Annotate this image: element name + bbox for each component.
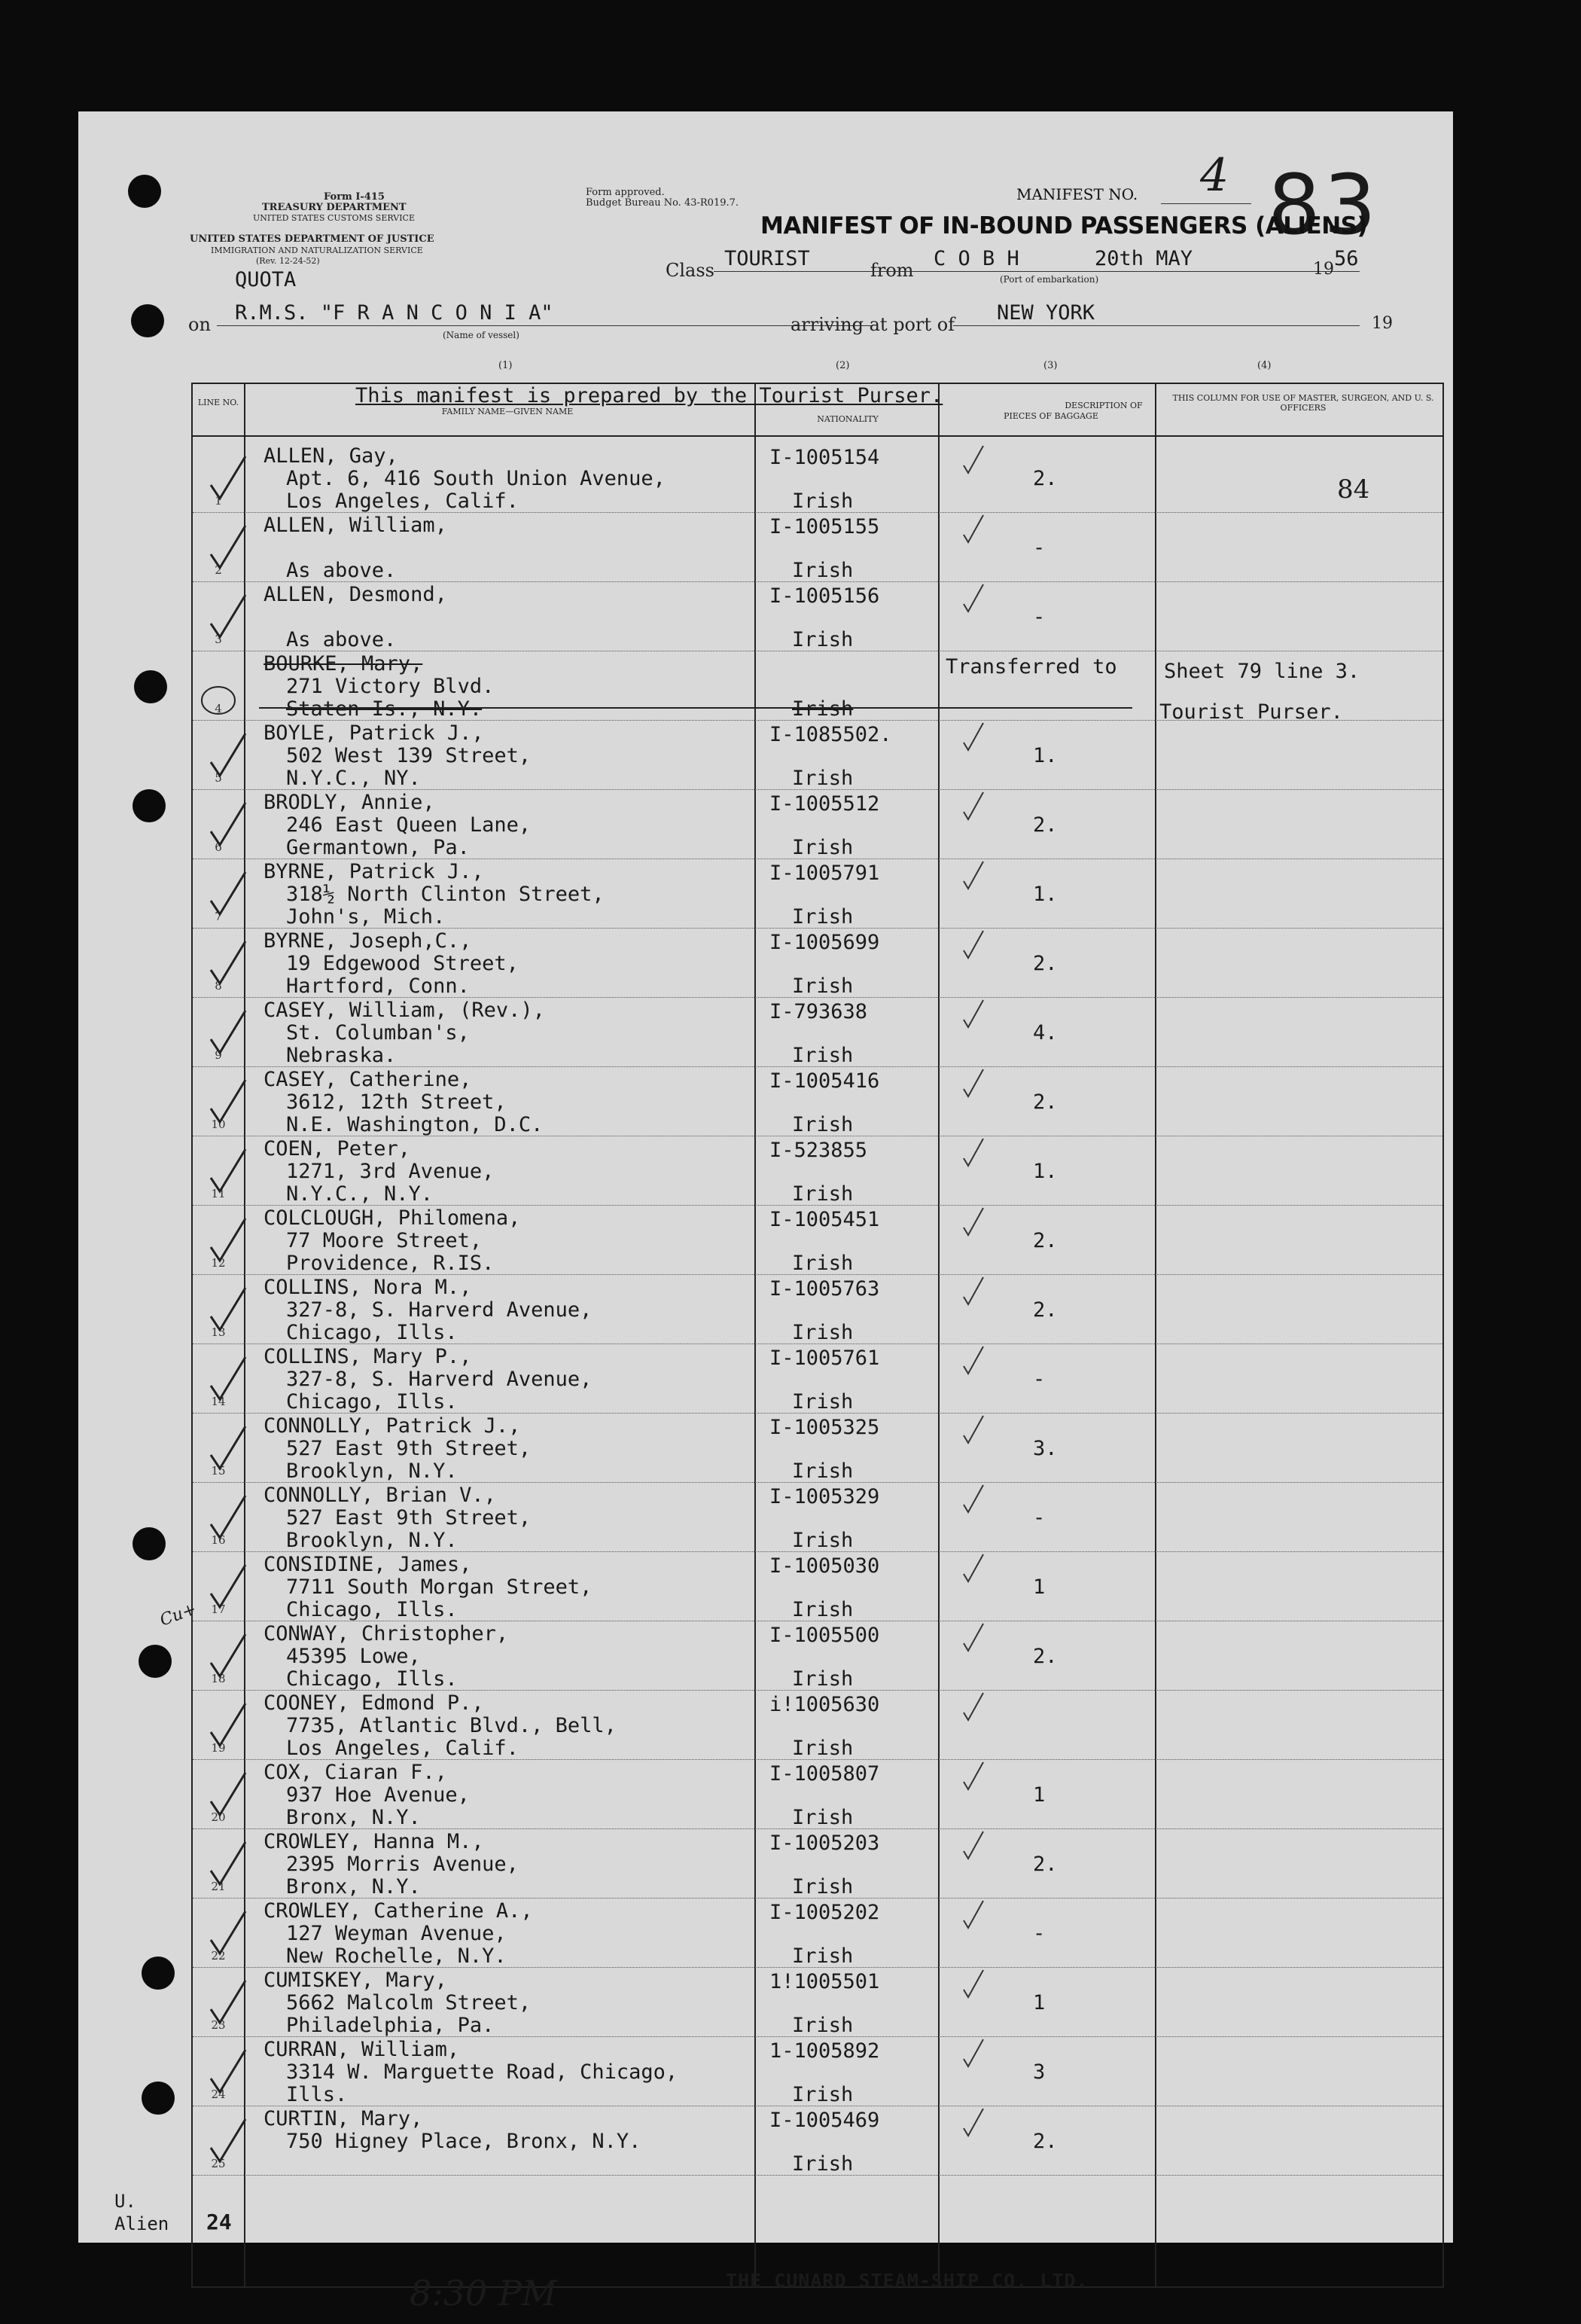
nationality: Irish xyxy=(792,974,854,998)
line-number: 5 xyxy=(215,771,222,785)
passenger-name: CONSIDINE, James, xyxy=(264,1553,472,1576)
visa-number: 1-1005892 xyxy=(769,2039,880,2063)
nationality: Irish xyxy=(792,1944,854,1968)
check-mark xyxy=(211,1080,245,1122)
passenger-address: N.Y.C., N.Y. xyxy=(286,1182,434,1206)
handwritten-margin-cu: Cu+ xyxy=(157,1600,200,1630)
passenger-address: Brooklyn, N.Y. xyxy=(286,1459,458,1483)
header-officer-use: THIS COLUMN FOR USE OF MASTER, SURGEON, AND U. S. OFFICERS xyxy=(1172,393,1434,413)
left-margin-label: U. Alien xyxy=(114,2191,169,2234)
check-mark xyxy=(211,1357,245,1399)
passenger-address: St. Columban's, xyxy=(286,1021,470,1045)
passenger-address: 7711 South Morgan Street, xyxy=(286,1575,592,1599)
nationality: Irish xyxy=(792,697,854,721)
handwritten-checkmarks xyxy=(78,111,1453,2243)
passenger-address: Ills. xyxy=(286,2083,348,2106)
passenger-name: CONNOLLY, Patrick J., xyxy=(264,1414,521,1438)
baggage-count: 2. xyxy=(1033,1853,1058,1876)
line-number: 2 xyxy=(215,563,222,577)
nationality: Irish xyxy=(792,628,854,651)
transfer-purser: Tourist Purser. xyxy=(1159,700,1343,724)
passenger-address: 2395 Morris Avenue, xyxy=(286,1853,519,1876)
embarkation-date: 20th MAY xyxy=(1095,247,1193,270)
check-mark xyxy=(211,456,245,499)
passenger-name: ALLEN, William, xyxy=(264,514,447,537)
check-mark xyxy=(211,526,245,568)
department-of-justice: UNITED STATES DEPARTMENT OF JUSTICE xyxy=(190,233,434,245)
line-number: 3 xyxy=(215,633,222,646)
baggage-count: 1. xyxy=(1033,744,1058,767)
check-mark xyxy=(211,1426,245,1469)
passenger-address: 7735, Atlantic Blvd., Bell, xyxy=(286,1714,617,1737)
port-embarkation-note: (Port of embarkation) xyxy=(1000,274,1099,285)
check-mark xyxy=(964,1970,983,1997)
baggage-count: 1 xyxy=(1033,1991,1046,2014)
check-mark xyxy=(964,446,983,473)
baggage-count: - xyxy=(1033,1922,1046,1945)
passenger-name: BRODLY, Annie, xyxy=(264,791,435,814)
check-mark xyxy=(211,1565,245,1607)
manifest-sheet xyxy=(78,111,1453,2313)
line-number: 23 xyxy=(211,2018,226,2032)
passenger-name: COLLINS, Nora M., xyxy=(264,1276,472,1299)
nationality: Irish xyxy=(792,1044,854,1067)
on-label: on xyxy=(188,314,211,335)
check-mark xyxy=(211,1011,245,1053)
passenger-address: 271 Victory Blvd. xyxy=(286,675,495,698)
check-mark xyxy=(211,1288,245,1330)
nationality: Irish xyxy=(792,2083,854,2106)
nationality: Irish xyxy=(792,1113,854,1136)
visa-number: I-1005030 xyxy=(769,1554,880,1578)
customs-service: UNITED STATES CUSTOMS SERVICE xyxy=(253,213,415,223)
check-mark xyxy=(964,1069,983,1096)
visa-number: I-1005699 xyxy=(769,931,880,954)
transfer-col3: Transferred to xyxy=(946,655,1117,679)
nationality: Irish xyxy=(792,1252,854,1275)
passenger-address: Providence, R.IS. xyxy=(286,1252,495,1275)
check-mark xyxy=(964,1347,983,1374)
line-number: 9 xyxy=(215,1048,222,1062)
line-number: 15 xyxy=(211,1464,226,1478)
passenger-address: Germantown, Pa. xyxy=(286,836,470,859)
manifest-no-handwritten: 4 xyxy=(1200,149,1229,202)
passenger-name: COLLINS, Mary P., xyxy=(264,1345,472,1368)
manifest-no-label: MANIFEST NO. xyxy=(1016,185,1138,203)
passenger-name: BYRNE, Joseph,C., xyxy=(264,929,472,953)
visa-number: i!1005630 xyxy=(769,1693,880,1716)
line-number: 14 xyxy=(211,1395,226,1408)
passenger-address: Philadelphia, Pa. xyxy=(286,2014,495,2037)
visa-number: I-1005500 xyxy=(769,1624,880,1647)
check-mark xyxy=(964,2109,983,2136)
baggage-count: 2. xyxy=(1033,1229,1058,1252)
passenger-address: Chicago, Ills. xyxy=(286,1667,458,1691)
line-number: 18 xyxy=(211,1672,226,1685)
check-mark xyxy=(211,733,245,776)
line-number: 20 xyxy=(211,1810,226,1824)
check-mark xyxy=(964,1139,983,1166)
visa-number: I-1005329 xyxy=(769,1485,880,1508)
line-number: 21 xyxy=(211,1880,226,1893)
passenger-address: 3314 W. Marguette Road, Chicago, xyxy=(286,2060,678,2084)
line-number: 7 xyxy=(215,910,222,923)
passenger-address: 246 East Queen Lane, xyxy=(286,813,532,837)
passenger-address: 45395 Lowe, xyxy=(286,1645,421,1668)
passenger-address: Chicago, Ills. xyxy=(286,1390,458,1414)
manifest-title: MANIFEST OF IN-BOUND PASSENGERS (ALIENS) xyxy=(760,212,1368,239)
check-mark xyxy=(964,1554,983,1581)
check-mark xyxy=(964,2039,983,2066)
passenger-name: COLCLOUGH, Philomena, xyxy=(264,1206,521,1230)
check-mark xyxy=(211,1149,245,1191)
nationality: Irish xyxy=(792,1390,854,1414)
passenger-address: Bronx, N.Y. xyxy=(286,1875,421,1899)
baggage-count: - xyxy=(1033,536,1046,560)
passenger-address: Chicago, Ills. xyxy=(286,1598,458,1621)
passenger-address: Bronx, N.Y. xyxy=(286,1806,421,1829)
nationality: Irish xyxy=(792,905,854,929)
check-mark xyxy=(964,723,983,750)
baggage-count: 1 xyxy=(1033,1575,1046,1599)
year-prefix: 19 xyxy=(1313,260,1334,279)
visa-number: I-1005763 xyxy=(769,1277,880,1301)
passenger-name: CASEY, Catherine, xyxy=(264,1068,472,1091)
check-mark xyxy=(964,1277,983,1304)
header-line-no: LINE NO. xyxy=(197,398,239,407)
handwritten-84: 84 xyxy=(1337,474,1370,505)
baggage-count: 1. xyxy=(1033,883,1058,906)
passenger-name: CURRAN, William, xyxy=(264,2038,460,2061)
check-mark xyxy=(964,1485,983,1512)
arrival-port: NEW YORK xyxy=(997,301,1095,325)
baggage-count: - xyxy=(1033,1368,1046,1391)
passenger-name: CONWAY, Christopher, xyxy=(264,1622,509,1645)
passenger-address: Nebraska. xyxy=(286,1044,397,1067)
check-mark xyxy=(964,1831,983,1859)
baggage-count: 4. xyxy=(1033,1021,1058,1045)
passenger-address: New Rochelle, N.Y. xyxy=(286,1944,507,1968)
check-mark xyxy=(964,584,983,611)
visa-number: I-523855 xyxy=(769,1139,868,1162)
check-mark xyxy=(964,1624,983,1651)
nationality: Irish xyxy=(792,836,854,859)
check-mark xyxy=(211,1218,245,1261)
form-number: Form I-415 xyxy=(324,191,385,203)
vessel-name: R.M.S. "F R A N C O N I A" xyxy=(235,301,553,325)
check-mark xyxy=(211,941,245,984)
visa-number: I-1005155 xyxy=(769,515,880,538)
check-mark xyxy=(211,1496,245,1538)
check-mark xyxy=(211,2119,245,2161)
passenger-address: Chicago, Ills. xyxy=(286,1321,458,1344)
passenger-name: CUMISKEY, Mary, xyxy=(264,1969,447,1992)
vessel-note: (Name of vessel) xyxy=(443,330,519,340)
cunard-footer: THE CUNARD STEAM-SHIP CO. LTD. xyxy=(726,2270,1089,2292)
check-mark xyxy=(211,803,245,845)
line-number: 24 xyxy=(211,2088,226,2101)
check-mark xyxy=(211,1981,245,2023)
nationality: Irish xyxy=(792,1737,854,1760)
line-number: 1 xyxy=(215,494,222,508)
circle-mark xyxy=(202,687,235,714)
prepared-by-note: This manifest is prepared by the Tourist Purser. xyxy=(355,384,943,407)
baggage-count: 2. xyxy=(1033,467,1058,490)
passenger-name: CROWLEY, Catherine A., xyxy=(264,1899,533,1923)
line-number: 11 xyxy=(211,1187,226,1200)
nationality: Irish xyxy=(792,1875,854,1899)
baggage-count: 3 xyxy=(1033,2060,1046,2084)
passenger-address: 327-8, S. Harverd Avenue, xyxy=(286,1298,592,1322)
passenger-address: Los Angeles, Calif. xyxy=(286,490,519,513)
check-mark xyxy=(211,2050,245,2092)
visa-number: I-1005203 xyxy=(769,1831,880,1855)
header-pieces-of-baggage: PIECES OF BAGGAGE xyxy=(1004,411,1098,421)
passenger-name: CONNOLLY, Brian V., xyxy=(264,1484,496,1507)
nationality: Irish xyxy=(792,1806,854,1829)
baggage-count: - xyxy=(1033,1506,1046,1530)
visa-number: I-1005451 xyxy=(769,1208,880,1231)
passenger-address: 527 East 9th Street, xyxy=(286,1437,532,1460)
nationality: Irish xyxy=(792,2152,854,2176)
baggage-count: 3. xyxy=(1033,1437,1058,1460)
nationality: Irish xyxy=(792,490,854,513)
column-number-4: (4) xyxy=(1257,360,1272,371)
check-mark xyxy=(964,1000,983,1027)
passenger-name: BYRNE, Patrick J., xyxy=(264,860,484,883)
baggage-count: 1 xyxy=(1033,1783,1046,1807)
treasury-department: TREASURY DEPARTMENT xyxy=(262,202,407,213)
line-number: 25 xyxy=(211,2157,226,2170)
column-number-3: (3) xyxy=(1043,360,1058,371)
passenger-address: Staten Is., N.Y. xyxy=(286,697,483,721)
visa-number: I-1005807 xyxy=(769,1762,880,1786)
passenger-name: COONEY, Edmond P., xyxy=(264,1691,484,1715)
line-number: 22 xyxy=(211,1949,226,1963)
passenger-address: 1271, 3rd Avenue, xyxy=(286,1160,495,1183)
visa-number: I-1005202 xyxy=(769,1901,880,1924)
check-mark xyxy=(964,515,983,542)
passenger-address: 318½ North Clinton Street, xyxy=(286,883,605,906)
header-family-name: FAMILY NAME—GIVEN NAME xyxy=(441,407,574,416)
check-mark xyxy=(211,1911,245,1953)
check-mark xyxy=(211,1634,245,1676)
passenger-address: As above. xyxy=(286,628,397,651)
check-mark xyxy=(964,1901,983,1928)
visa-number: I-1005416 xyxy=(769,1069,880,1093)
passenger-address: 750 Higney Place, Bronx, N.Y. xyxy=(286,2130,641,2153)
baggage-count: 2. xyxy=(1033,2130,1058,2153)
passenger-address: Brooklyn, N.Y. xyxy=(286,1529,458,1552)
visa-number: I-1005791 xyxy=(769,862,880,885)
transfer-col4: Sheet 79 line 3. xyxy=(1164,660,1360,683)
baggage-count: 2. xyxy=(1033,1090,1058,1114)
check-mark xyxy=(964,1208,983,1235)
passenger-address: Los Angeles, Calif. xyxy=(286,1737,519,1760)
passenger-address: 327-8, S. Harverd Avenue, xyxy=(286,1368,592,1391)
line-number: 12 xyxy=(211,1256,226,1270)
nationality: Irish xyxy=(792,1321,854,1344)
check-mark xyxy=(211,1773,245,1815)
sheet-no-handwritten: 83 xyxy=(1268,157,1379,253)
passenger-address: 127 Weyman Avenue, xyxy=(286,1922,507,1945)
arrival-year: 19 xyxy=(1372,314,1393,333)
passenger-address: As above. xyxy=(286,559,397,582)
nationality: Irish xyxy=(792,1182,854,1206)
visa-number: 1!1005501 xyxy=(769,1970,880,1993)
nationality: Irish xyxy=(792,2014,854,2037)
arriving-label: arriving at port of xyxy=(790,314,955,335)
line-number: 17 xyxy=(211,1603,226,1616)
passenger-name: ALLEN, Gay, xyxy=(264,444,398,468)
baggage-count: 2. xyxy=(1033,813,1058,837)
class-label: Class xyxy=(666,260,714,281)
check-mark xyxy=(211,595,245,637)
visa-number: I-793638 xyxy=(769,1000,868,1023)
visa-number: I-1005156 xyxy=(769,584,880,608)
check-mark xyxy=(211,1703,245,1746)
line-number: 6 xyxy=(215,840,222,854)
nationality: Irish xyxy=(792,559,854,582)
visa-number: I-1005325 xyxy=(769,1416,880,1439)
passenger-name: CROWLEY, Hanna M., xyxy=(264,1830,484,1853)
visa-number: I-1005154 xyxy=(769,446,880,469)
baggage-count: - xyxy=(1033,605,1046,629)
class-value: TOURIST xyxy=(724,247,810,270)
passenger-address: 77 Moore Street, xyxy=(286,1229,483,1252)
passenger-address: 19 Edgewood Street, xyxy=(286,952,519,975)
handwritten-time: 8:30 PM xyxy=(410,2273,557,2313)
baggage-count: 2. xyxy=(1033,952,1058,975)
baggage-count: 2. xyxy=(1033,1298,1058,1322)
passenger-name: BOURKE, Mary, xyxy=(264,652,423,676)
from-label: from xyxy=(870,260,914,281)
header-nationality: NATIONALITY xyxy=(817,414,879,424)
passenger-address: Hartford, Conn. xyxy=(286,974,470,998)
nationality: Irish xyxy=(792,767,854,790)
check-mark xyxy=(964,792,983,819)
passenger-name: CASEY, William, (Rev.), xyxy=(264,999,545,1022)
form-approved: Form approved. xyxy=(586,187,665,198)
visa-number: I-1005761 xyxy=(769,1347,880,1370)
budget-bureau-no: Budget Bureau No. 43-R019.7. xyxy=(586,197,739,209)
column-number-2: (2) xyxy=(836,360,850,371)
passenger-address: 5662 Malcolm Street, xyxy=(286,1991,532,2014)
check-mark xyxy=(964,862,983,889)
baggage-count: 1. xyxy=(1033,1160,1058,1183)
left-margin-24: 24 xyxy=(206,2210,232,2234)
check-mark xyxy=(964,1416,983,1443)
year-value: 56 xyxy=(1334,247,1359,270)
passenger-address: Apt. 6, 416 South Union Avenue, xyxy=(286,467,666,490)
visa-number: I-1085502. xyxy=(769,723,892,746)
check-mark xyxy=(964,1762,983,1789)
passenger-address: 937 Hoe Avenue, xyxy=(286,1783,470,1807)
revision-date: (Rev. 12-24-52) xyxy=(256,256,320,266)
nationality: Irish xyxy=(792,1598,854,1621)
line-number: 10 xyxy=(211,1118,226,1131)
check-mark xyxy=(964,1693,983,1720)
passenger-address: N.Y.C., NY. xyxy=(286,767,421,790)
visa-number: I-1005512 xyxy=(769,792,880,816)
baggage-count: 2. xyxy=(1033,1645,1058,1668)
passenger-address: 3612, 12th Street, xyxy=(286,1090,507,1114)
passenger-name: COX, Ciaran F., xyxy=(264,1761,447,1784)
passenger-address: N.E. Washington, D.C. xyxy=(286,1113,544,1136)
port-of-embarkation: C O B H xyxy=(934,247,1019,270)
passenger-address: John's, Mich. xyxy=(286,905,446,929)
passenger-address: 527 East 9th Street, xyxy=(286,1506,532,1530)
nationality: Irish xyxy=(792,1529,854,1552)
passenger-address: 502 West 139 Street, xyxy=(286,744,532,767)
visa-number: I-1005469 xyxy=(769,2109,880,2132)
quota-label: QUOTA xyxy=(235,268,297,291)
passenger-name: CURTIN, Mary, xyxy=(264,2107,423,2130)
line-number: 8 xyxy=(215,979,222,993)
passenger-name: COEN, Peter, xyxy=(264,1137,411,1160)
line-number: 4 xyxy=(215,702,222,715)
line-number: 13 xyxy=(211,1325,226,1339)
check-mark xyxy=(211,1842,245,1884)
nationality: Irish xyxy=(792,1667,854,1691)
header-description-of: DESCRIPTION OF xyxy=(1065,401,1143,410)
line-number: 16 xyxy=(211,1533,226,1547)
ins-label: IMMIGRATION AND NATURALIZATION SERVICE xyxy=(211,246,423,255)
nationality: Irish xyxy=(792,1459,854,1483)
passenger-name: BOYLE, Patrick J., xyxy=(264,721,484,745)
check-mark xyxy=(964,931,983,958)
check-mark xyxy=(211,872,245,914)
line-number: 19 xyxy=(211,1741,226,1755)
passenger-name: ALLEN, Desmond, xyxy=(264,583,447,606)
column-number-1: (1) xyxy=(498,360,513,371)
